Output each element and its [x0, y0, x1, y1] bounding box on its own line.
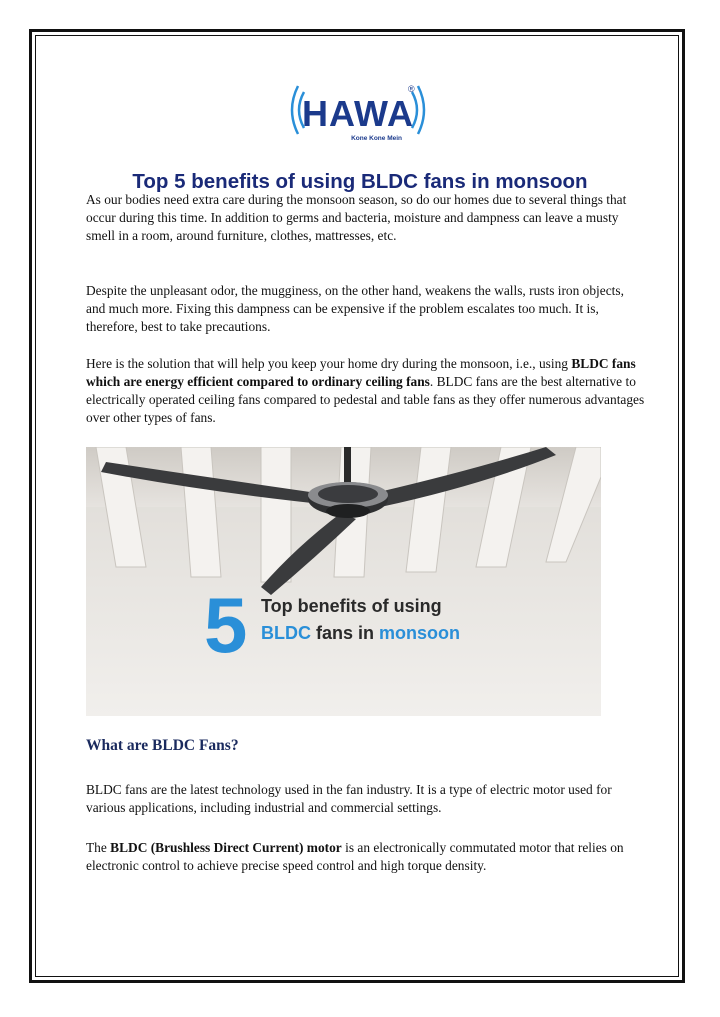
registered-mark: ® — [408, 84, 415, 94]
solution-text-start: Here is the solution that will help you keep your home dry during the monsoon, i.e., using — [86, 356, 572, 371]
logo-wordmark: HAWA — [302, 93, 414, 134]
intro-paragraph: As our bodies need extra care during the monsoon season, so do our homes due to several things that occur during this time. In addition to germs and bacteria, moisture and dampness can leave a musty smell in a room, around furniture, clothes, mattresses, etc. — [86, 192, 627, 243]
section-heading: What are BLDC Fans? — [86, 737, 239, 754]
hero-line1: Top benefits of using — [261, 596, 442, 616]
solution-bold-text: BLDC fans which are energy efficient compared to ordinary ceiling fans — [86, 356, 636, 389]
bldc-motor-paragraph — [86, 839, 646, 875]
hero-monsoon-text: monsoon — [379, 623, 461, 643]
hawa-logo — [290, 78, 430, 152]
logo-tagline: Kone Kone Mein — [351, 135, 402, 142]
hero-bldc-text: BLDC — [261, 623, 311, 643]
motor-bold-text: BLDC (Brushless Direct Current) motor — [110, 840, 342, 855]
motor-text-start: The — [86, 840, 111, 855]
motor-text-end: is an electronically commutated motor that relies on electronic control to achieve precise speed control and high torque density. — [86, 840, 624, 873]
solution-paragraph — [86, 355, 646, 427]
hero-number: 5 — [204, 581, 248, 669]
dampness-paragraph: Despite the unpleasant odor, the mugginess, on the other hand, weakens the walls, rusts iron objects, and much more. Fixing this dampness can be expensive if the problem escalates too much. It is, therefore, best to take precautions. — [86, 283, 624, 334]
hero-fans-in-text: fans in — [311, 623, 380, 643]
solution-text-end: . BLDC fans are the best alternative to electrically operated ceiling fans compared to pedestal and table fans as they offer numerous advantages over other types of fans. — [86, 374, 645, 425]
page-title: Top 5 benefits of using BLDC fans in monsoon — [132, 170, 588, 193]
hero-line2 — [261, 623, 460, 643]
bldc-definition-paragraph: BLDC fans are the latest technology used in the fan industry. It is a type of electric motor used for various applications, including industrial and commercial settings. — [86, 782, 612, 815]
hero-image — [86, 447, 601, 716]
